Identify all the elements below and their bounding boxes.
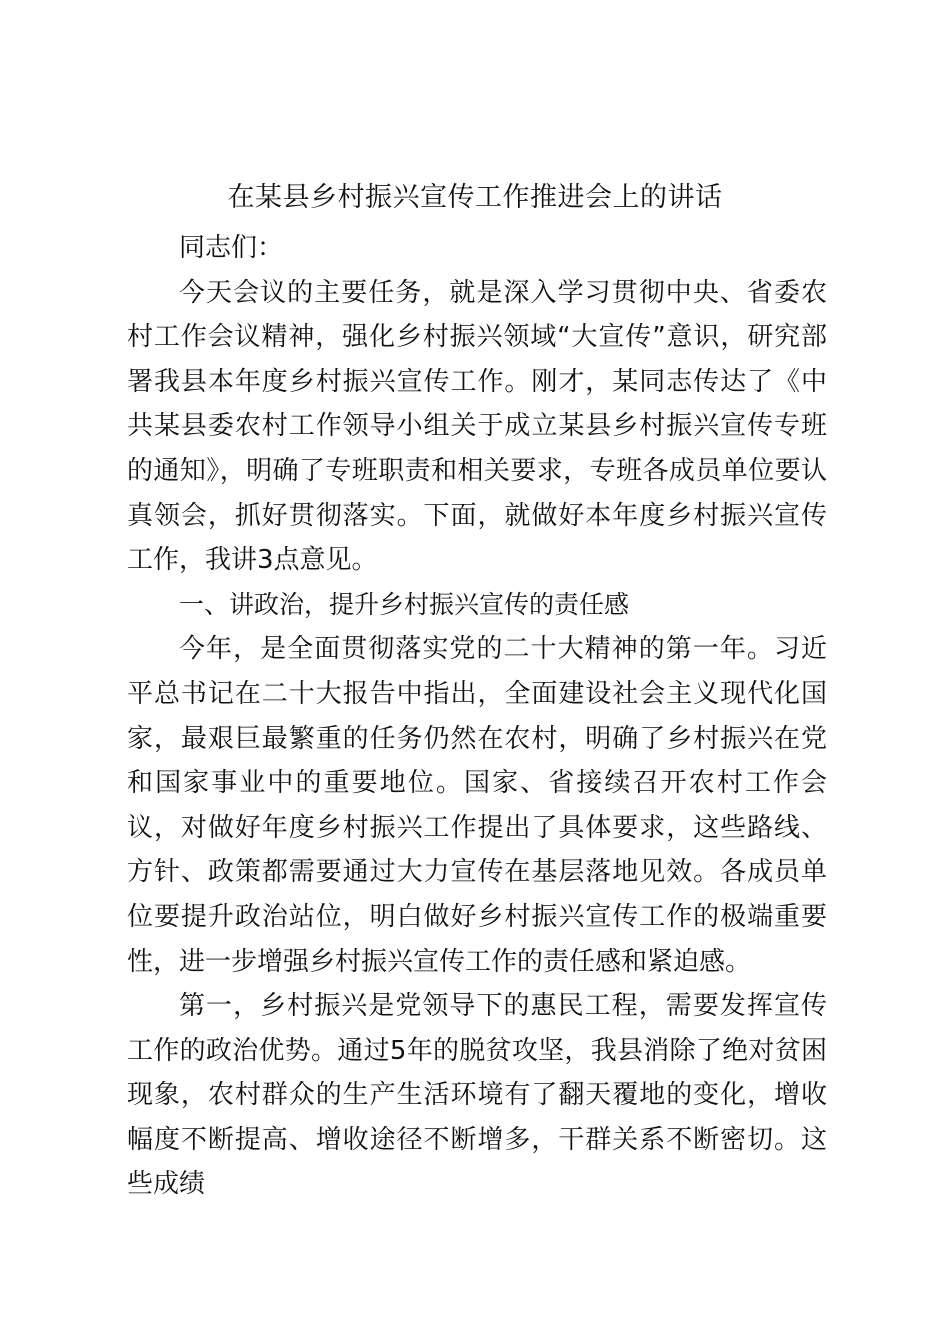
salutation: 同志们： bbox=[179, 233, 284, 263]
document-body bbox=[127, 226, 827, 1207]
paragraph-first-point: 第一，乡村振兴是党领导下的惠民工程，需要发挥宣传工作的政治优势。通过5年的脱贫攻坚，我县消除了绝对贫困现象，农村群众的生产生活环境有了翻天覆地的变化，增收幅度不断提高、增收途径不断增多，干群关系不断密切。这些成绩 bbox=[127, 991, 827, 1200]
paragraph-intro: 今天会议的主要任务，就是深入学习贯彻中央、省委农村工作会议精神，强化乡村振兴领域“大宣传”意识，研究部署我县本年度乡村振兴宣传工作。刚才，某同志传达了《中共某县委农村工作领导小组关于成立某县乡村振兴宣传专班的通知》，明确了专班职责和相关要求，专班各成员单位要认真领会，抓好贯彻落实。下面，就做好本年度乡村振兴宣传工作，我讲3点意见。 bbox=[127, 277, 827, 576]
document-title: 在某县乡村振兴宣传工作推进会上的讲话 bbox=[227, 182, 723, 213]
section-heading: 一、讲政治，提升乡村振兴宣传的责任感 bbox=[179, 589, 630, 619]
paragraph-context: 今年，是全面贯彻落实党的二十大精神的第一年。习近平总书记在二十大报告中指出，全面建设社会主义现代化国家，最艰巨最繁重的任务仍然在农村，明确了乡村振兴在党和国家事业中的重要地位。国家、省接续召开农村工作会议，对做好年度乡村振兴工作提出了具体要求，这些路线、方针、政策都需要通过大力宣传在基层落地见效。各成员单位要提升政治站位，明白做好乡村振兴宣传工作的极端重要性，进一步增强乡村振兴宣传工作的责任感和紧迫感。 bbox=[127, 634, 827, 977]
